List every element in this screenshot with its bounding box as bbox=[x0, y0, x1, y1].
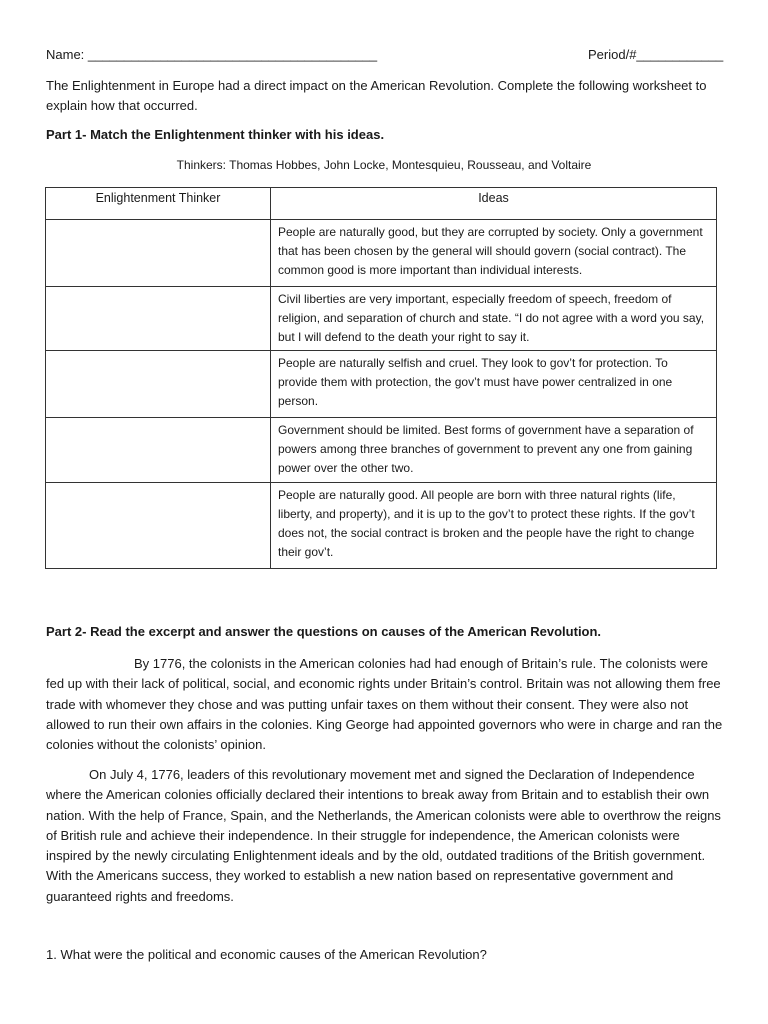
thinkers-list: Thinkers: Thomas Hobbes, John Locke, Montesquieu, Rousseau, and Voltaire bbox=[176, 158, 592, 172]
column-header-thinker: Enlightenment Thinker bbox=[46, 188, 271, 220]
thinker-answer-cell[interactable] bbox=[46, 287, 271, 351]
table-row bbox=[46, 483, 717, 569]
column-header-ideas: Ideas bbox=[271, 188, 717, 220]
intro-paragraph: The Enlightenment in Europe had a direct impact on the American Revolution. Complete the following worksheet to explain how that occurred. bbox=[46, 78, 707, 113]
table-row bbox=[46, 418, 717, 483]
period-field-label: Period/#____________ bbox=[588, 47, 724, 62]
thinker-answer-cell[interactable] bbox=[46, 418, 271, 483]
part2-heading: Part 2- Read the excerpt and answer the questions on causes of the American Revolution. bbox=[46, 624, 602, 639]
table-header-row bbox=[46, 188, 717, 220]
name-field-label: Name: ________________________________________ bbox=[46, 47, 378, 62]
thinker-answer-cell[interactable] bbox=[46, 351, 271, 418]
idea-cell: Civil liberties are very important, especially freedom of speech, freedom of religion, and separation of church and state. “I do not agree with a word you say, but I will defend to the death your right to say it. bbox=[271, 287, 717, 351]
idea-cell: Government should be limited. Best forms of government have a separation of powers among three branches of government to prevent any one from gaining power over the other two. bbox=[271, 418, 717, 483]
thinker-answer-cell[interactable] bbox=[46, 483, 271, 569]
question-1: 1. What were the political and economic causes of the American Revolution? bbox=[46, 947, 487, 962]
part1-heading: Part 1- Match the Enlightenment thinker with his ideas. bbox=[46, 127, 385, 142]
idea-cell: People are naturally good, but they are corrupted by society. Only a government that has been chosen by the general will should govern (social contract). The common good is more important than individual interests. bbox=[271, 220, 717, 287]
thinker-answer-cell[interactable] bbox=[46, 220, 271, 287]
thinker-ideas-table bbox=[45, 187, 717, 569]
idea-cell: People are naturally selfish and cruel. They look to gov’t for protection. To provide them with protection, the gov’t must have power centralized in one person. bbox=[271, 351, 717, 418]
table-row bbox=[46, 220, 717, 287]
excerpt-paragraph-2 bbox=[46, 765, 726, 907]
excerpt-paragraph-2-text: On July 4, 1776, leaders of this revolutionary movement met and signed the Declaration of Independence where the American colonies officially declared their intentions to break away from Britain and to establish their own nation. With the help of France, Spain, and the Netherlands, the American colonists were able to overthrow the reigns of British rule and achieve their independence. In their struggle for independence, the American colonists were inspired by the newly circulating Enlightenment ideals and by the old, outdated traditions of the British government. With the Americans success, they worked to establish a new nation based on representative government and guaranteed rights and freedoms. bbox=[46, 767, 721, 904]
table-row bbox=[46, 351, 717, 418]
excerpt-paragraph-1 bbox=[46, 654, 726, 755]
idea-cell: People are naturally good. All people are born with three natural rights (life, liberty, and property), and it is up to the gov’t to protect these rights. If the gov’t does not, the social contract is broken and the people have the right to change their gov’t. bbox=[271, 483, 717, 569]
excerpt-paragraph-1-text: By 1776, the colonists in the American colonies had had enough of Britain’s rule. The colonists were fed up with their lack of political, social, and economic rights under Britain’s control. Britain was not allowing them free trade with whomever they chose and was putting unfair taxes on them without their consent. They were also not allowed to run their own affairs in the colonies. King George had appointed governors who were in charge and ran the colonies without the colonists’ opinion. bbox=[46, 656, 723, 753]
table-row bbox=[46, 287, 717, 351]
